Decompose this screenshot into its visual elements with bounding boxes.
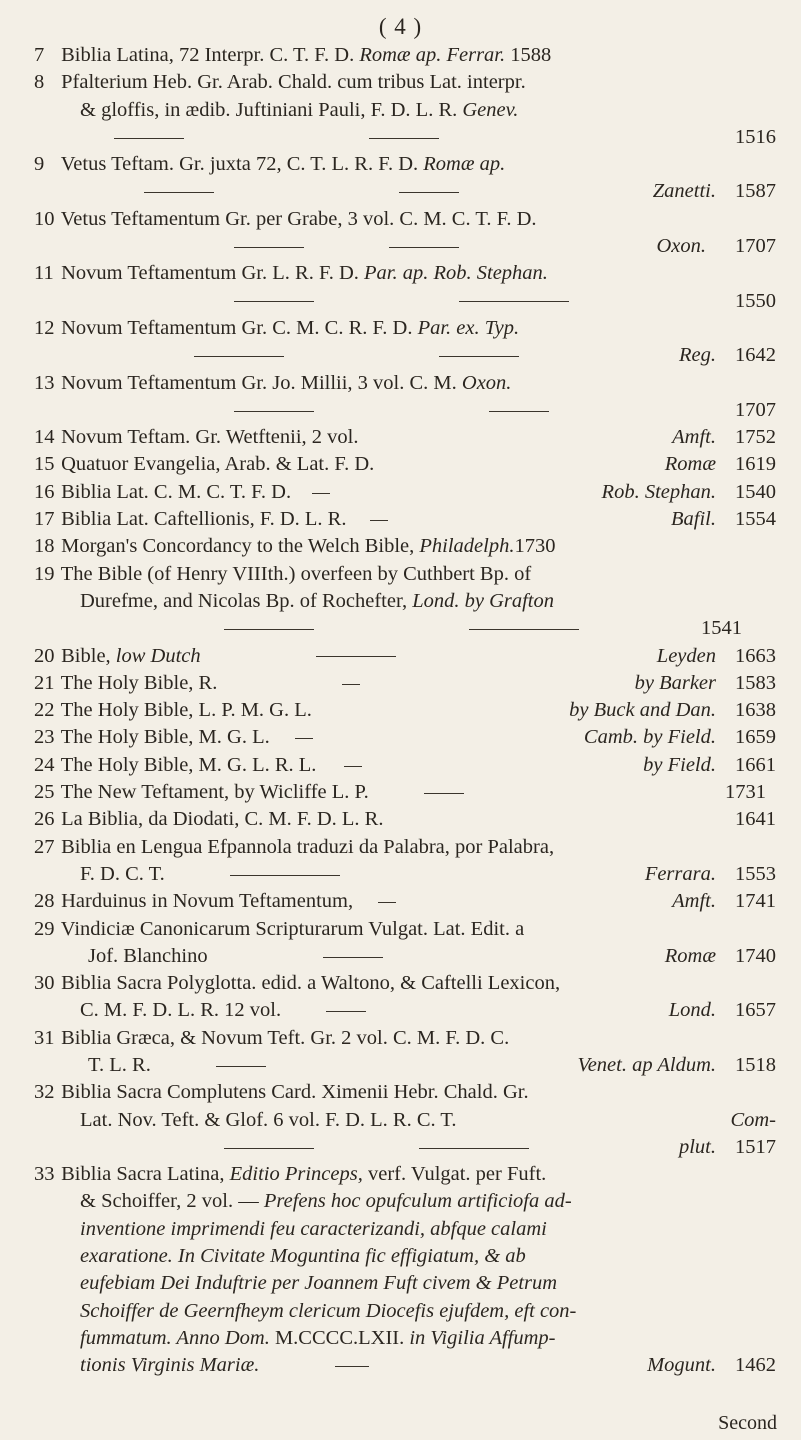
catalogue-entry: 23 The Holy Bible, M. G. L. Camb. by Field. 1659 xyxy=(34,726,776,749)
catalogue-entry: 31 Biblia Græca, & Novum Teft. Gr. 2 vol. C. M. F. D. C. xyxy=(34,1026,510,1049)
ditto-rule xyxy=(389,247,459,248)
catalogue-entry: 32 Biblia Sacra Complutens Card. Ximenii Hebr. Chald. Gr. xyxy=(34,1081,529,1104)
ditto-rule xyxy=(312,493,330,494)
ditto-rule xyxy=(234,247,304,248)
catalogue-entry: 30 Biblia Sacra Polyglotta. edid. a Waltono, & Caftelli Lexicon, xyxy=(34,972,561,995)
ditto-rule xyxy=(469,629,579,630)
catalogue-entry: 20 Bible, low Dutch Leyden 1663 xyxy=(34,644,776,667)
bible-catalogue-list: 7 Biblia Latina, 72 Interpr. C. T. F. D. Romæ ap. Ferrar. 1588 8 Pfalterium Heb. Gr. Arab. Chald. cum tribus Lat. interpr. & gloffis, in ædib. Juftiniani Pauli, F. D. L. R. Genev. 1516 9 Vetus Teftam. Gr. juxta 72, C. T. L. R. F. D. Romæ ap. Zanetti. 1587 10 Vetus Teftamentum Gr. per Grabe, 3 vol. C. M. C. T. F. D. Oxon. 1707 11 Novum Teftamentum Gr. L. R. F. D. Par. ap. Rob. Stephan. 1550 12 Novum Teftamentum Gr. C. M. C. R. F. D. Par. ex. Typ. Reg. 1642 13 Novum Teftamentum Gr. Jo. Millii, 3 vol. C. M. Oxon. 1707 14 Novum Teftam. Gr. Wetftenii, 2 vol. Amft. 1752 15 Quatuor Evangelia, Arab. & Lat. F. D. Romæ 1619 16 Biblia Lat. C. M. C. T. F. D. Rob. Stephan. 1540 17 Biblia Lat. Caftellionis, F. D. L. R. Bafil. 1554 18 Morgan's Concordancy to the Welch Bible, Philadelph.1730 19 The Bible (of Henry VIIIth.) overfeen by Cuthbert Bp. of Durefme, and Nicolas Bp. of Rochefter, Lond. by Grafton 1541 20 Bible, low Dutch Leyden 1663 21 The Holy Bible, R. by Barker 1583 22 The Holy Bible, L. P. M. G. L. by Buck and Dan. 1638 23 The Holy Bible, M. G. L. Camb. by Field. 1659 24 The Holy Bible, M. G. L. R. L. by Field. 1661 25 The New Teftament, by Wicliffe L. P. 1731 26 La Biblia, da Diodati, C. M. F. D. L. R. 1641 27 Biblia en Lengua Efpannola traduzi da Palabra, por Palabra, F. D. C. T. Ferrara. 1553 28 Harduinus in Novum Teftamentum, Amft. 1741 29 Vindiciæ Canonicarum Scripturarum Vulgat. Lat. Edit. a Jof. Blanchino Romæ 1740 30 Biblia Sacra Polyglotta. edid. a Waltono, & Caftelli Lexicon, C. M. F. D. L. R. 12 vol. Lond. 1657 31 Biblia Græca, & Novum Teft. Gr. 2 vol. C. M. F. D. C. T. L. R. Venet. ap Aldum. 1518 32 Biblia Sacra Complutens Card. Ximenii Hebr. Chald. Gr. Lat. Nov. Teft. & Glof. 6 vol. F. D. L. R. C. T. Com- plut. 1517 33 Biblia Sacra Latina, Editio Princeps, verf. Vulgat. per Fuft. & Schoiffer, 2 vol. — Prefens hoc opufculum artificiofa ad- inventione imprimendi feu caracterizandi, abfque calami exaratione. In Civitate Moguntina fic effigiatum, & ab eufebiam Dei Induftrie per Joannem Fuft civem & Petrum Schoiffer de Geernfheym clericum Diocefis ejufdem, eft con- fummatum. Anno Dom. M.CCCC.LXII. in Vigilia Affump- tionis Virginis Mariæ. Mogunt. 1462 xyxy=(34,44,776,1377)
ditto-rule xyxy=(489,411,549,412)
catalogue-entry: 33 Biblia Sacra Latina, Editio Princeps, verf. Vulgat. per Fuft. xyxy=(34,1163,547,1186)
ditto-rule xyxy=(295,738,313,739)
ditto-rule xyxy=(370,520,388,521)
ditto-rule xyxy=(224,629,314,630)
catalogue-entry: 12 Novum Teftamentum Gr. C. M. C. R. F. D. Par. ex. Typ. xyxy=(34,316,520,339)
ditto-rule xyxy=(326,1011,366,1012)
catalogue-entry: 8 Pfalterium Heb. Gr. Arab. Chald. cum tribus Lat. interpr. xyxy=(34,71,526,94)
catalogue-entry: 29 Vindiciæ Canonicarum Scripturarum Vulgat. Lat. Edit. a xyxy=(34,917,525,940)
ditto-rule xyxy=(344,766,362,767)
catalogue-entry: 24 The Holy Bible, M. G. L. R. L. by Field. 1661 xyxy=(34,753,776,776)
ditto-rule xyxy=(459,301,569,302)
catalogue-entry: 16 Biblia Lat. C. M. C. T. F. D. Rob. Stephan. 1540 xyxy=(34,480,776,503)
catalogue-entry: 25 The New Teftament, by Wicliffe L. P. 1731 xyxy=(34,781,766,804)
catchword: Second xyxy=(718,1412,777,1434)
ditto-rule xyxy=(194,356,284,357)
catalogue-entry: 27 Biblia en Lengua Efpannola traduzi da Palabra, por Palabra, xyxy=(34,835,555,858)
catalogue-entry: 11 Novum Teftamentum Gr. L. R. F. D. Par. ap. Rob. Stephan. xyxy=(34,262,548,285)
ditto-rule xyxy=(323,957,383,958)
ditto-rule xyxy=(439,356,519,357)
catalogue-entry: 26 La Biblia, da Diodati, C. M. F. D. L. R. 1641 xyxy=(34,808,776,831)
catalogue-entry: 7 Biblia Latina, 72 Interpr. C. T. F. D. Romæ ap. Ferrar. 1588 xyxy=(34,44,552,66)
ditto-rule xyxy=(424,793,464,794)
ditto-rule xyxy=(335,1366,369,1367)
catalogue-entry: 9 Vetus Teftam. Gr. juxta 72, C. T. L. R. F. D. Romæ ap. xyxy=(34,153,506,176)
catalogue-entry: 21 The Holy Bible, R. by Barker 1583 xyxy=(34,671,776,694)
catalogue-entry: 22 The Holy Bible, L. P. M. G. L. by Buck and Dan. 1638 xyxy=(34,699,776,722)
ditto-rule xyxy=(114,138,184,139)
ditto-rule xyxy=(399,192,459,193)
ditto-rule xyxy=(230,875,340,876)
catalogue-entry: 18 Morgan's Concordancy to the Welch Bible, Philadelph.1730 xyxy=(34,535,556,558)
catalogue-entry: 17 Biblia Lat. Caftellionis, F. D. L. R. Bafil. 1554 xyxy=(34,508,776,531)
ditto-rule xyxy=(216,1066,266,1067)
catalogue-entry: 19 The Bible (of Henry VIIIth.) overfeen by Cuthbert Bp. of xyxy=(34,562,532,585)
ditto-rule xyxy=(234,301,314,302)
ditto-rule xyxy=(234,411,314,412)
ditto-rule xyxy=(316,656,396,657)
ditto-rule xyxy=(369,138,439,139)
ditto-rule xyxy=(144,192,214,193)
catalogue-entry: 28 Harduinus in Novum Teftamentum, Amft. 1741 xyxy=(34,890,776,913)
catalogue-entry: 10 Vetus Teftamentum Gr. per Grabe, 3 vol. C. M. C. T. F. D. xyxy=(34,207,537,230)
ditto-rule xyxy=(224,1148,314,1149)
catalogue-entry: 13 Novum Teftamentum Gr. Jo. Millii, 3 vol. C. M. Oxon. xyxy=(34,371,512,394)
ditto-rule xyxy=(342,684,360,685)
catalogue-entry: 15 Quatuor Evangelia, Arab. & Lat. F. D. Romæ 1619 xyxy=(34,453,776,476)
page-number: ( 4 ) xyxy=(378,14,423,39)
catalogue-entry: 14 Novum Teftam. Gr. Wetftenii, 2 vol. Amft. 1752 xyxy=(34,426,776,449)
ditto-rule xyxy=(378,902,396,903)
ditto-rule xyxy=(419,1148,529,1149)
